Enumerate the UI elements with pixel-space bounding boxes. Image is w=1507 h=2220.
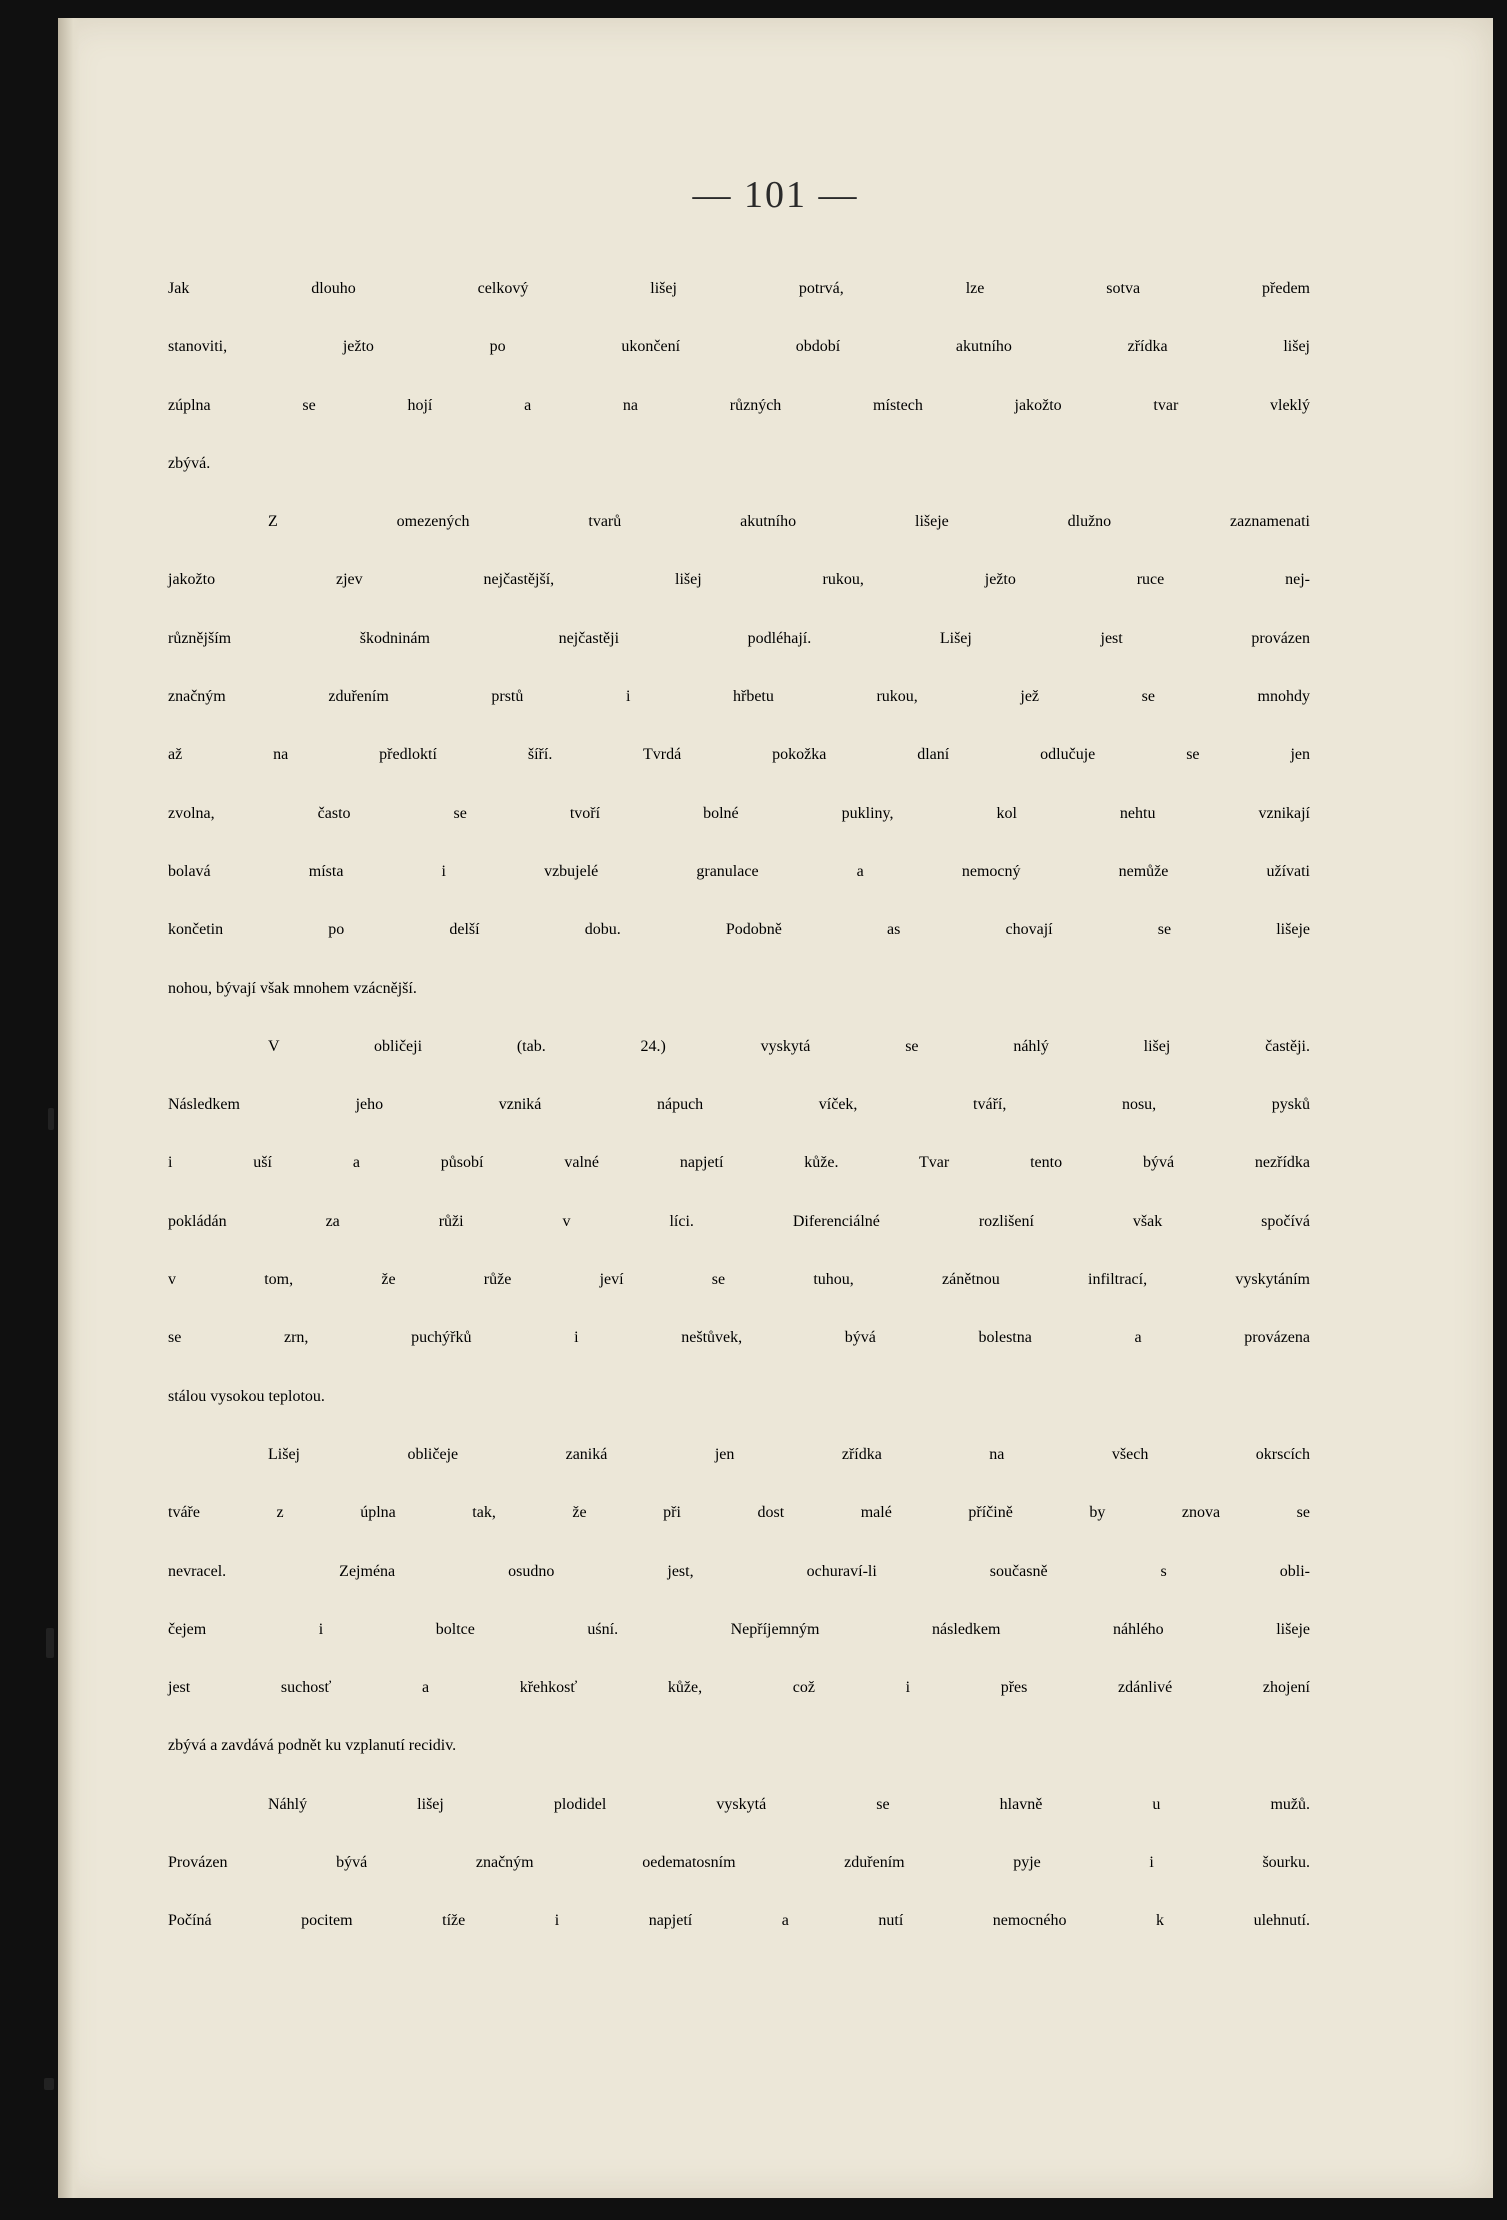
text-line: zvolna, často se tvoří bolné pukliny, kol nehtu vznikají: [168, 804, 1310, 822]
page-number: — 101 —: [692, 174, 859, 216]
text-line: Provázen bývá značným oedematosním zduřením pyje i šourku.: [168, 1854, 1310, 1872]
text-line: zbývá a zavdává podnět ku vzplanutí recidiv.: [168, 1737, 457, 1755]
binding-edge: [58, 18, 80, 2198]
text-line: stálou vysokou teplotou.: [168, 1387, 325, 1405]
text-line: pokládán za růži v líci. Diferenciálné rozlišení však spočívá: [168, 1212, 1310, 1230]
text-line: jest suchosť a křehkosť kůže, což i přes zdánlivé zhojení: [168, 1679, 1310, 1697]
text-line: zbývá.: [168, 454, 211, 472]
text-line: čejem i boltce uśní. Nepříjemným následkem náhlého lišeje: [168, 1620, 1310, 1638]
text-line: se zrn, puchýřků i neštůvek, bývá bolestna a provázena: [168, 1329, 1310, 1347]
text-line: v tom, že růže jeví se tuhou, zánětnou infiltrací, vyskytáním: [168, 1271, 1310, 1289]
text-line: nevracel. Zejména osudno jest, ochuraví-li současně s obli-: [168, 1562, 1310, 1580]
text-line: Z omezených tvarů akutního lišeje dlužno zaznamenati: [268, 513, 1310, 531]
text-line: různějším škodninám nejčastěji podléhají. Lišej jest provázen: [168, 629, 1310, 647]
margin-mark: [48, 1108, 54, 1130]
margin-mark: [44, 2078, 54, 2090]
text-line: Náhlý lišej plodidel vyskytá se hlavně u mužů.: [268, 1795, 1310, 1813]
margin-mark: [46, 1628, 54, 1658]
text-line: zúplna se hojí a na různých místech jakožto tvar vleklý: [168, 396, 1310, 414]
text-line: jakožto zjev nejčastější, lišej rukou, ježto ruce nej-: [168, 571, 1310, 589]
text-line: značným zduřením prstů i hřbetu rukou, jež se mnohdy: [168, 688, 1310, 706]
text-line: V obličeji (tab. 24.) vyskytá se náhlý lišej častěji.: [268, 1037, 1310, 1055]
text-line: Počíná pocitem tíže i napjetí a nutí nemocného k ulehnutí.: [168, 1912, 1310, 1930]
text-line: Jak dlouho celkový lišej potrvá, lze sotva předem: [168, 280, 1310, 297]
text-line: až na předloktí šíří. Tvrdá pokožka dlaní odlučuje se jen: [168, 746, 1310, 764]
text-line: bolavá místa i vzbujelé granulace a nemocný nemůže užívati: [168, 862, 1310, 880]
text-line: Lišej obličeje zaniká jen zřídka na všech okrscích: [268, 1445, 1310, 1463]
book-page: [58, 18, 1493, 2198]
text-line: tváře z úplna tak, že při dost malé příčině by znova se: [168, 1504, 1310, 1522]
text-line: Následkem jeho vzniká nápuch víček, tváří, nosu, pysků: [168, 1096, 1310, 1114]
body-text: [168, 280, 1310, 1971]
text-line: stanoviti, ježto po ukončení období akutního zřídka lišej: [168, 338, 1310, 356]
text-line: nohou, bývají však mnohem vzácnější.: [168, 979, 417, 997]
text-line: i uší a působí valné napjetí kůže. Tvar tento bývá nezřídka: [168, 1154, 1310, 1172]
text-line: končetin po delší dobu. Podobně as chovají se lišeje: [168, 921, 1310, 939]
